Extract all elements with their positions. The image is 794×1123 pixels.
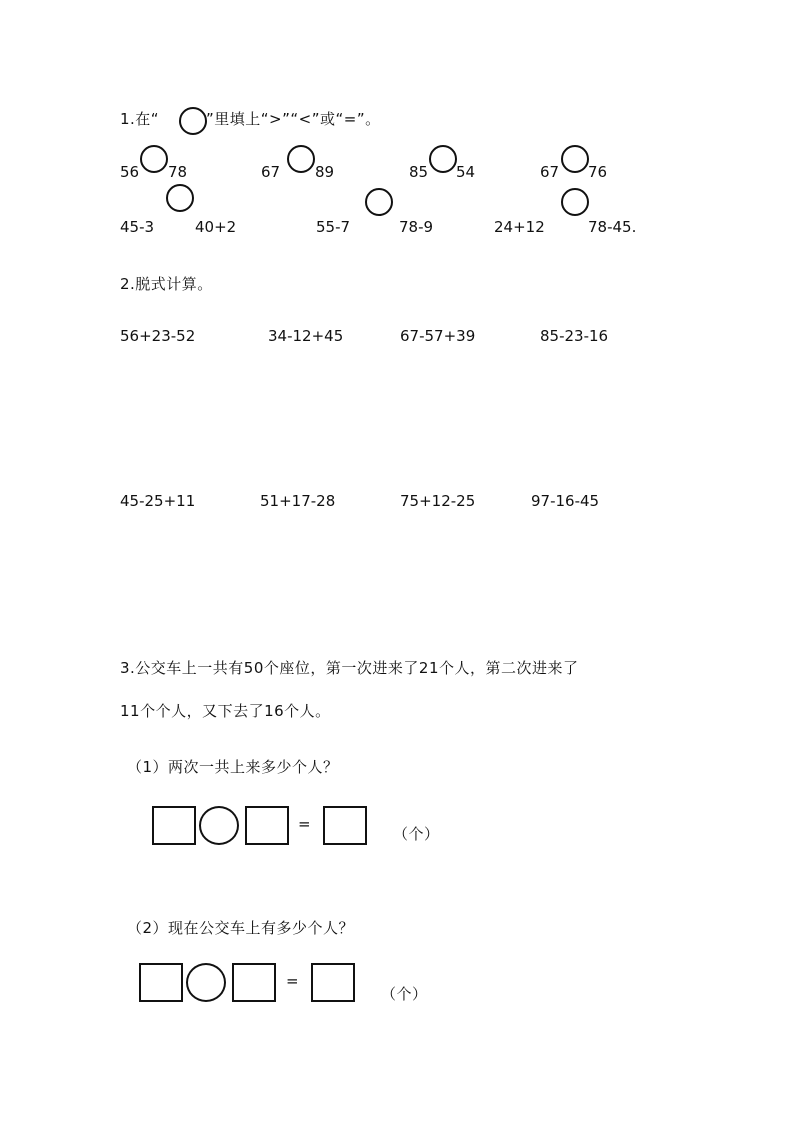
- equals-sign: =: [298, 815, 311, 833]
- answer-box[interactable]: [139, 963, 183, 1002]
- q1-r1d-right: 76: [588, 163, 608, 181]
- answer-circle[interactable]: [140, 145, 168, 173]
- q1-r2c-left: 24+12: [494, 218, 545, 236]
- q1-r1a-left: 56: [120, 163, 140, 181]
- q2-expr: 34-12+45: [268, 327, 344, 345]
- q2-expr: 45-25+11: [120, 492, 196, 510]
- q2-expr: 75+12-25: [400, 492, 476, 510]
- answer-circle-sample: [179, 107, 207, 135]
- q1-r2c-right: 78-45.: [588, 218, 637, 236]
- q1-r1a-right: 78: [168, 163, 188, 181]
- q3-text-line1: 3.公交车上一共有50个座位，第一次进来了21个人，第二次进来了: [120, 659, 579, 677]
- q1-r1d-left: 67: [540, 163, 560, 181]
- answer-box[interactable]: [152, 806, 196, 845]
- answer-circle[interactable]: [561, 145, 589, 173]
- q1-r1c-right: 54: [456, 163, 476, 181]
- q1-prompt-prefix: 1.在“: [120, 110, 160, 128]
- q1-r2a-left: 45-3: [120, 218, 155, 236]
- answer-box[interactable]: [323, 806, 367, 845]
- q1-r1c-left: 85: [409, 163, 429, 181]
- answer-circle[interactable]: [429, 145, 457, 173]
- q1-r2b-left: 55-7: [316, 218, 351, 236]
- unit-label: （个）: [381, 985, 428, 1003]
- unit-label: （个）: [393, 825, 440, 843]
- q2-expr: 51+17-28: [260, 492, 336, 510]
- q2-expr: 67-57+39: [400, 327, 476, 345]
- q1-r1b-right: 89: [315, 163, 335, 181]
- equals-sign: =: [286, 972, 299, 990]
- answer-box[interactable]: [245, 806, 289, 845]
- q3-text-line2: 11个个人，又下去了16个人。: [120, 702, 331, 720]
- q2-expr: 85-23-16: [540, 327, 609, 345]
- answer-box[interactable]: [232, 963, 276, 1002]
- answer-circle[interactable]: [166, 184, 194, 212]
- q1-prompt-suffix: ”里填上“>”“<”或“=”。: [206, 110, 381, 128]
- q1-r1b-left: 67: [261, 163, 281, 181]
- q1-r2a-right: 40+2: [195, 218, 237, 236]
- operator-circle[interactable]: [186, 963, 226, 1002]
- answer-box[interactable]: [311, 963, 355, 1002]
- operator-circle[interactable]: [199, 806, 239, 845]
- answer-circle[interactable]: [287, 145, 315, 173]
- q2-title: 2.脱式计算。: [120, 275, 213, 293]
- q3-sub1-question: （1）两次一共上来多少个人？: [127, 758, 339, 776]
- answer-circle[interactable]: [561, 188, 589, 216]
- q2-expr: 56+23-52: [120, 327, 196, 345]
- answer-circle[interactable]: [365, 188, 393, 216]
- q1-r2b-right: 78-9: [399, 218, 434, 236]
- q3-sub2-question: （2）现在公交车上有多少个人？: [127, 919, 355, 937]
- q2-expr: 97-16-45: [531, 492, 600, 510]
